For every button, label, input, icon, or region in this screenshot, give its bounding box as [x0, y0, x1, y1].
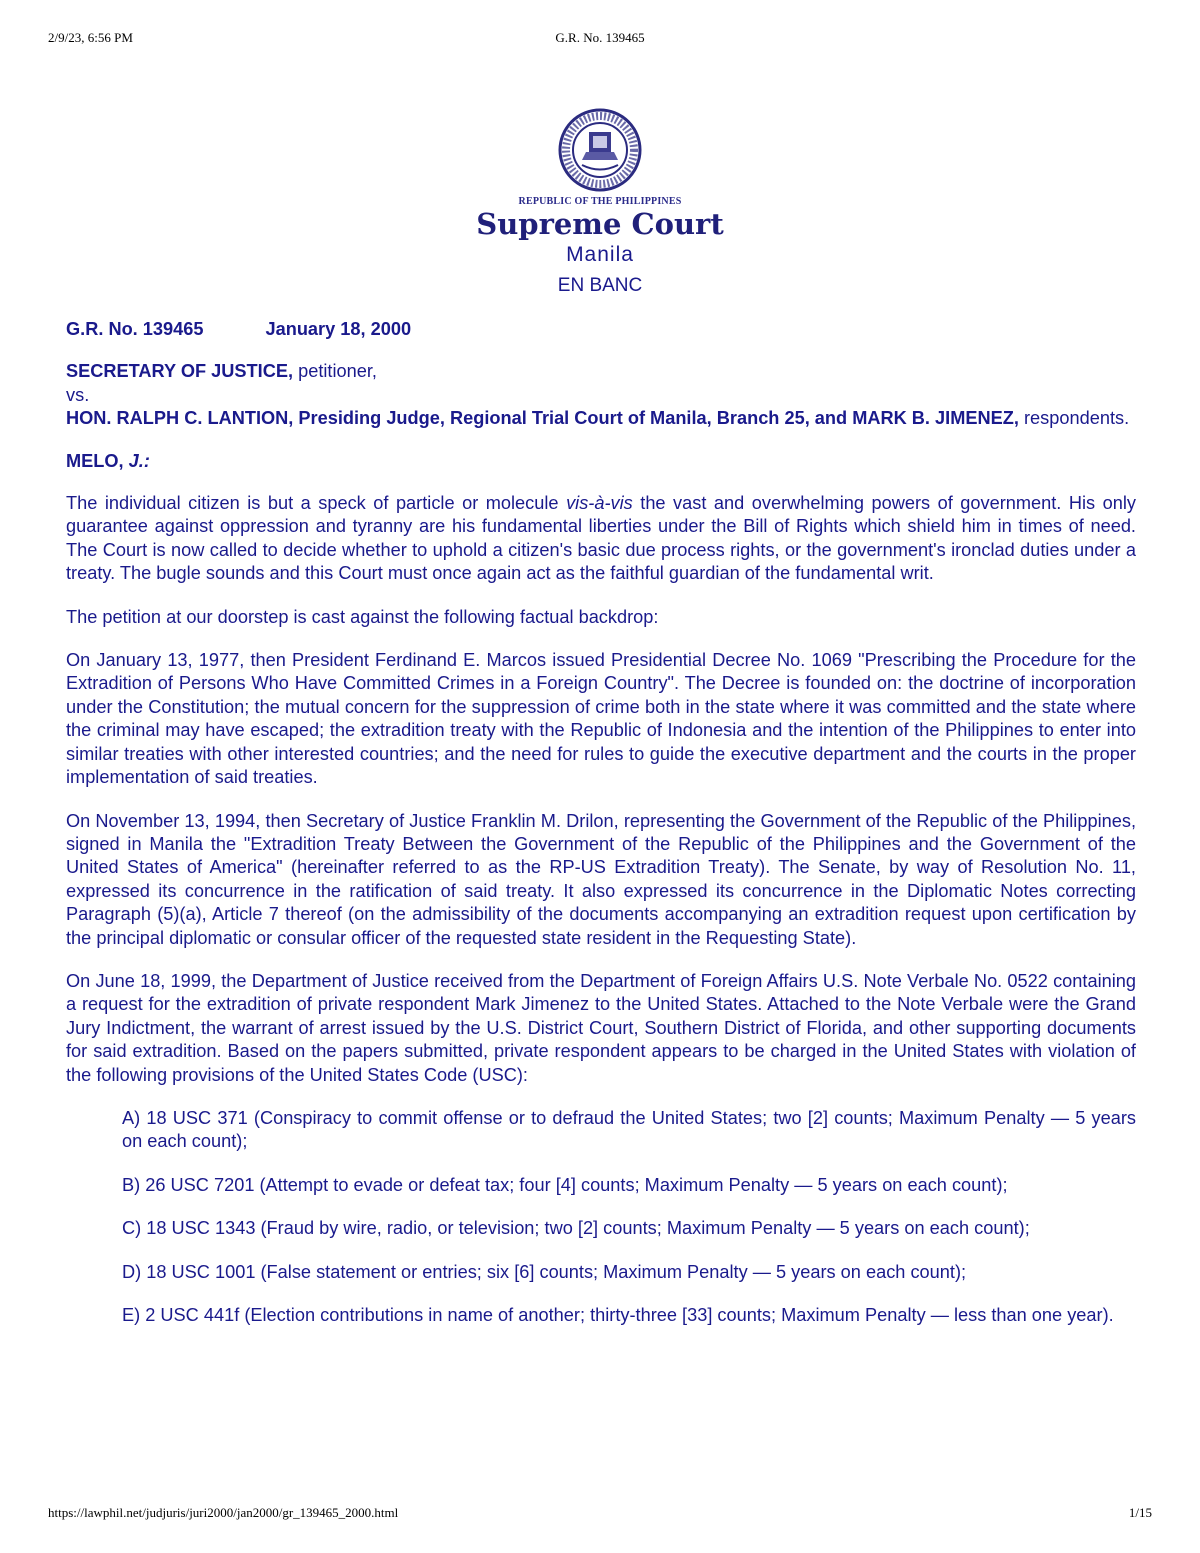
- paragraph-1: [66, 492, 1136, 586]
- paragraph-1-start: The individual citizen is but a speck of particle or molecule: [66, 493, 559, 514]
- paragraph-4: On November 13, 1994, then Secretary of Justice Franklin M. Drilon, representing the Government of the Republic of the Philippines, signed in Manila the "Extradition Treaty Between the Government of the Republic of the Philippines and the Government of the United States of America" (hereinafter referred to as the RP-US Extradition Treaty). The Senate, by way of Resolution No. 11, expressed its concurrence in the ratification of said treaty. It also expressed its concurrence in the Diplomatic Notes correcting Paragraph (5)(a), Article 7 thereof (on the admissibility of the documents accompanying an extradition request upon certification by the principal diplomatic or consular officer of the requested state resident in the Requesting State).: [66, 810, 1136, 948]
- paragraph-5: On June 18, 1999, the Department of Justice received from the Department of Foreign Affairs U.S. Note Verbale No. 0522 containing a request for the extradition of private respondent Mark Jimenez to the United States. Attached to the Note Verbale were the Grand Jury Indictment, the warrant of arrest issued by the U.S. District Court, Southern District of Florida, and other supporting documents for said extradition. Based on the papers submitted, private respondent appears to be charged in the United States with violation of the following provisions of the United States Code (USC):: [66, 970, 1136, 1085]
- ponente-title: J.:: [128, 450, 150, 471]
- print-page-title: G.R. No. 139465: [555, 30, 645, 45]
- respondents: [66, 407, 1136, 430]
- paragraph-3: On January 13, 1977, then President Ferdinand E. Marcos issued Presidential Decree No. 1069 "Prescribing the Procedure for the Extradition of Persons Who Have Committed Crimes in a Foreign Country". The Decree is founded on: the doctrine of incorporation under the Constitution; the mutual concern for the suppression of crime both in the state where it was committed and the state where the criminal may have escaped; the extradition treaty with the Republic of Indonesia and the intention of the Philippines to enter into similar treaties with other interested countries; and the need for rules to guide the executive department and the courts in the proper implementation of said treaties.: [66, 650, 1136, 788]
- charge-item-b: B) 26 USC 7201 (Attempt to evade or defeat tax; four [4] counts; Maximum Penalty — 5 years on each count);: [122, 1174, 1008, 1195]
- charge-item-c: C) 18 USC 1343 (Fraud by wire, radio, or television; two [2] counts; Maximum Penalty — 5 years on each count);: [122, 1218, 1030, 1239]
- court-city: Manila: [566, 243, 634, 266]
- charge-item-d: D) 18 USC 1001 (False statement or entries; six [6] counts; Maximum Penalty — 5 years on each count);: [122, 1261, 967, 1282]
- case-parties: [66, 360, 1136, 430]
- print-url: https://lawphil.net/judjuris/juri2000/jan2000/gr_139465_2000.html: [48, 1505, 399, 1520]
- ponente: [66, 450, 1136, 473]
- paragraph-1-end: the vast and overwhelming powers of government. His only guarantee against oppression and tyranny are his fundamental liberties under the Bill of Rights which shield him in times of need. The Court is now called to decide whether to uphold a citizen's basic due process rights, or the government's ironclad duties under a treaty. The bugle sounds and this Court must once again act as the faithful guardian of the fundamental writ.: [66, 493, 1136, 584]
- court-name: Supreme Court: [476, 207, 724, 241]
- case-caption: [66, 318, 1136, 341]
- case-number: G.R. No. 139465: [66, 319, 204, 339]
- petitioner: [66, 360, 1136, 383]
- charge-item-a: A) 18 USC 371 (Conspiracy to commit offense or to defraud the United States; two [2] counts; Maximum Penalty — 5 years on each count);: [122, 1107, 1136, 1152]
- republic-label: REPUBLIC OF THE PHILIPPINES: [518, 196, 682, 207]
- petitioner-role: petitioner,: [298, 361, 377, 382]
- print-page-number: 1/15: [1128, 1505, 1152, 1520]
- ponente-name: MELO,: [66, 450, 124, 471]
- paragraph-2: The petition at our doorstep is cast against the following factual backdrop:: [66, 606, 659, 627]
- petitioner-name: SECRETARY OF JUSTICE,: [66, 361, 294, 382]
- paragraph-1-italic: vis-à-vis: [566, 493, 633, 514]
- versus: vs.: [66, 384, 90, 405]
- charge-item-e: E) 2 USC 441f (Election contributions in name of another; thirty-three [33] counts; Maximum Penalty — less than one year).: [122, 1305, 1114, 1325]
- masthead: [0, 108, 1200, 298]
- court-division: EN BANC: [557, 275, 643, 296]
- respondents-role: respondents.: [1023, 408, 1130, 429]
- print-datetime: 2/9/23, 6:56 PM: [48, 30, 133, 45]
- respondents-name: HON. RALPH C. LANTION, Presiding Judge, Regional Trial Court of Manila, Branch 25, and MARK B. JIMENEZ,: [66, 408, 1019, 429]
- print-header: [48, 30, 1152, 50]
- print-footer: [48, 1505, 1152, 1525]
- supreme-court-seal-icon: [558, 108, 642, 192]
- decision-content: [66, 318, 1136, 1347]
- case-date: January 18, 2000: [265, 319, 412, 339]
